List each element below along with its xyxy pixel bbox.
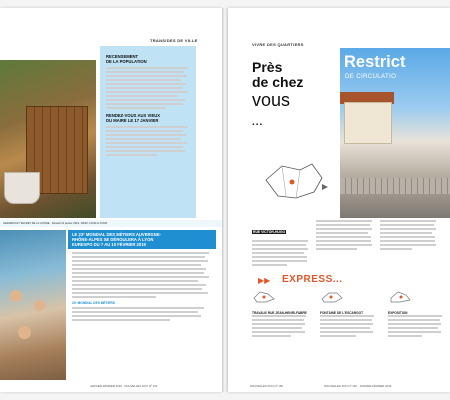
express-item-title: FONTAINE DE L'ESCARGOT bbox=[320, 311, 364, 315]
express-title: EXPRESS... bbox=[282, 274, 343, 285]
photo-headline: Restrict bbox=[344, 53, 406, 71]
map-icon bbox=[320, 290, 344, 304]
right-page bbox=[228, 8, 450, 392]
express-item bbox=[388, 290, 444, 339]
title-line: LE 23º MONDIAL DES MÉTIERS AUVERGNE- bbox=[72, 232, 162, 237]
box-title-line: DU MAIRE LE 17 JANVIER bbox=[106, 118, 159, 123]
box-body-text bbox=[106, 126, 191, 156]
title-line: de chez bbox=[252, 74, 304, 90]
street-photo bbox=[340, 48, 450, 218]
page-footer: NOUVELLES D'ICI Nº 152 · JANVIER-FÉVRIER 2019 bbox=[324, 384, 392, 388]
section-header: TRANSIDES DE VILLE bbox=[150, 38, 198, 43]
sub-head: 23º MONDIAL DES MÉTIERS bbox=[72, 301, 115, 305]
page-footer: JANVIER-FÉVRIER 2019 · NOUVELLES D'ICI Nº 152 bbox=[90, 384, 158, 388]
article-column bbox=[252, 220, 310, 268]
article-column bbox=[380, 220, 438, 252]
article-body-text bbox=[72, 252, 212, 298]
house bbox=[344, 102, 392, 144]
article-info-text bbox=[72, 307, 212, 321]
box-title-line: DE LA POPULATION bbox=[106, 59, 147, 64]
express-item bbox=[252, 290, 308, 339]
job-fair-title bbox=[68, 230, 216, 249]
section-header: VIVRE DES QUARTIERS bbox=[252, 42, 304, 47]
map-icon bbox=[252, 290, 276, 304]
map-icon bbox=[388, 290, 412, 304]
article-lead: RUE VICTOR-HUGO bbox=[253, 230, 286, 234]
page-footer: NOUVELLES D'ICI Nº 152 bbox=[250, 384, 283, 388]
map-marker-icon bbox=[290, 180, 295, 185]
kids-workshop-photo bbox=[0, 230, 66, 380]
box-body-text bbox=[106, 67, 191, 109]
box-title-line: RECENSEMENT bbox=[106, 54, 139, 59]
express-icon: ▶▶ bbox=[258, 276, 271, 285]
express-item-title: EXPOSITION bbox=[388, 311, 408, 315]
compost-bin-photo bbox=[0, 60, 96, 218]
title-line: EUREXPO DU 7 AU 10 FÉVRIER 2019 bbox=[72, 242, 146, 247]
title-line: Près bbox=[252, 59, 283, 75]
photo-subheadline: DE CIRCULATIO bbox=[345, 73, 397, 80]
arrow-icon bbox=[322, 184, 328, 190]
article-column bbox=[316, 220, 374, 252]
express-item bbox=[320, 290, 376, 339]
bucket bbox=[4, 172, 40, 204]
page-title bbox=[252, 60, 338, 110]
box-title-line: RENDEZ-VOUS AUX VIEUX bbox=[106, 113, 161, 118]
title-line: RHÔNE-ALPES SE DÉROULERA À LYON bbox=[72, 237, 154, 242]
barrier-fence bbox=[340, 178, 450, 194]
title-dots: ... bbox=[252, 117, 264, 128]
left-page bbox=[0, 8, 222, 392]
express-item-title: TRAVAUX RUE JEAN-HENRI-FABRE bbox=[252, 311, 307, 315]
express-news-row bbox=[252, 290, 444, 374]
job-fair-article bbox=[68, 230, 216, 380]
census-info-box bbox=[100, 46, 196, 218]
caption-strip: GERARDS ET SECRET DE LA LIONNE · Samedi 22 janvier 2019, 10h30, 14h30 et 16h30 bbox=[0, 220, 222, 227]
neighborhood-map-graphic bbox=[260, 156, 330, 208]
title-line: vous bbox=[252, 90, 291, 110]
